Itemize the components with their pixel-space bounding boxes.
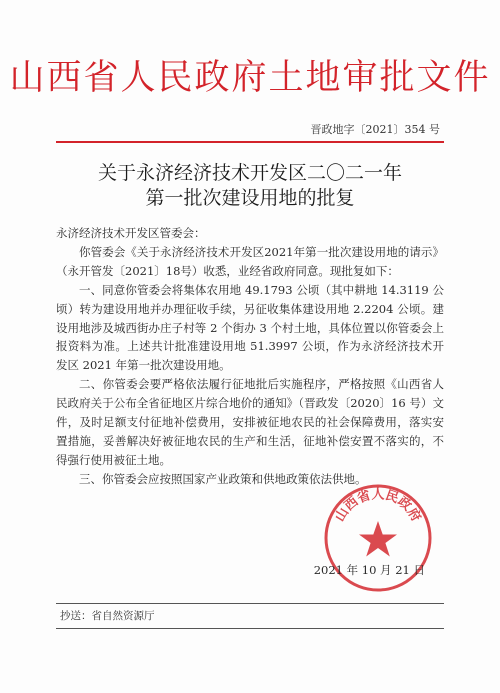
issuing-authority-title: 山西省人民政府土地审批文件 (9, 58, 491, 98)
document-number: 晋政地字〔2021〕354 号 (310, 123, 440, 136)
svg-text:山西省人民政府 (333, 487, 425, 524)
footer-rule-bottom (56, 628, 444, 629)
issue-date: 2021 年 10 月 21 日 (313, 563, 425, 577)
cc-recipients: 抄送：省自然资源厅 (60, 610, 155, 622)
body-paragraph: 二、你管委会要严格依法履行征地批后实施程序，严格按照《山西省人民政府关于公布全省征地区片综合地价的通知》（晋政发〔2020〕16 号）文件，及时足额支付征地补偿费用，安排被征地农民的社会保障费用，落实安置措施，妥善解决好被征地农民的生产和生活，征地补偿安置不落实的，不得强行使用被征土地。 (56, 377, 444, 467)
document-title-line-2: 第一批次建设用地的批复 (145, 187, 355, 209)
seal-text: 山西省人民政府 (332, 487, 424, 525)
salutation: 永济经济技术开发区管委会： (56, 226, 206, 240)
document-title-line-1: 关于永济经济技术开发区二〇二一年 (97, 162, 402, 184)
footer-rule-top (56, 603, 444, 604)
red-divider (56, 141, 444, 143)
document-title (0, 161, 500, 211)
body-paragraph: 三、你管委会应按照国家产业政策和供地政策依法供地。 (79, 471, 367, 486)
body-paragraph: 一、同意你管委会将集体农用地 49.1793 公顷（其中耕地 14.3119 公顷）转为建设用地并办理征收手续，另征收集体建设用地 2.2204 公顷。建设用地涉及城西街办庄子村等 2 个街办 3 个村土地，具体位置以你管委会上报资料为准。上述共计批准建设用地 51.3997 公顷，作为永济经济技术开发区 2021 年第一批次建设用地。 (56, 282, 444, 373)
document-body (56, 224, 444, 489)
body-paragraph: 你管委会《关于永济经济技术开发区2021年第一批次建设用地的请示》（永开管发〔2021〕18号）收悉，业经省政府同意。现批复如下： (56, 244, 444, 278)
